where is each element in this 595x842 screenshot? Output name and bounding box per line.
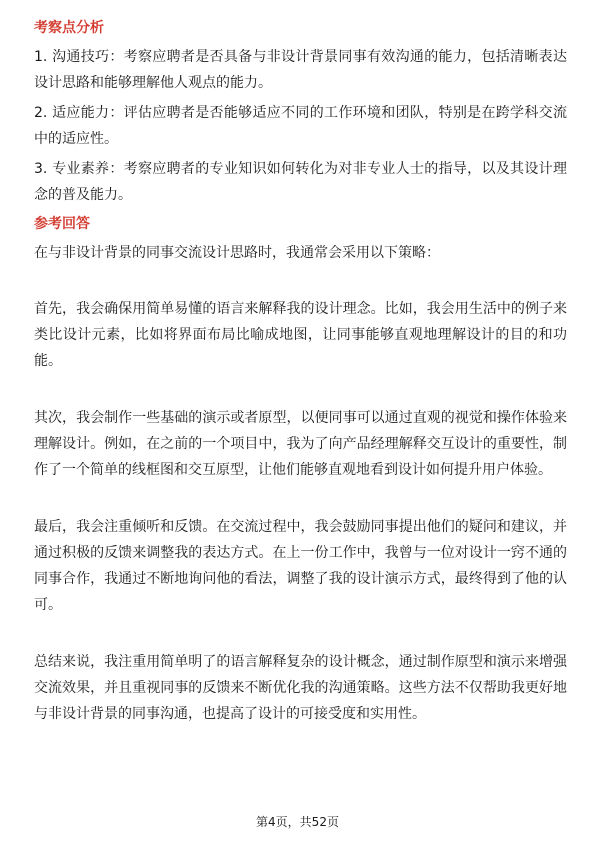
analysis-heading: 考察点分析: [34, 20, 104, 36]
answer-intro: 在与非设计背景的同事交流设计思路时，我通常会采用以下策略：: [34, 245, 440, 261]
answer-paragraph: 总结来说，我注重用简单明了的语言解释复杂的设计概念，通过制作原型和演示来增强交流效果，并且重视同事的反馈来不断优化我的沟通策略。这些方法不仅帮助我更好地与非设计背景的同事沟通，也提高了设计的可接受度和实用性。: [34, 654, 567, 722]
analysis-point: 1. 沟通技巧：考察应聘者是否具备与非设计背景同事有效沟通的能力，包括清晰表达设计思路和能够理解他人观点的能力。: [34, 49, 567, 91]
analysis-point: 2. 适应能力：评估应聘者是否能够适应不同的工作环境和团队，特别是在跨学科交流中的适应性。: [34, 105, 567, 147]
answer-paragraph: 最后，我会注重倾听和反馈。在交流过程中，我会鼓励同事提出他们的疑问和建议，并通过积极的反馈来调整我的表达方式。在上一份工作中，我曾与一位对设计一窍不通的同事合作，我通过不断地询问他的看法，调整了我的设计演示方式，最终得到了他的认可。: [34, 519, 567, 613]
page-number: 第4页，共52页: [256, 815, 339, 829]
answer-paragraph: 首先，我会确保用简单易懂的语言来解释我的设计理念。比如，我会用生活中的例子来类比设计元素，比如将界面布局比喻成地图，让同事能够直观地理解设计的目的和功能。: [34, 301, 567, 369]
analysis-point: 3. 专业素养：考察应聘者的专业知识如何转化为对非专业人士的指导，以及其设计理念的普及能力。: [34, 161, 567, 203]
answer-paragraph: 其次，我会制作一些基础的演示或者原型，以便同事可以通过直观的视觉和操作体验来理解设计。例如，在之前的一个项目中，我为了向产品经理解释交互设计的重要性，制作了一个简单的线框图和交互原型，让他们能够直观地看到设计如何提升用户体验。: [34, 410, 567, 478]
document-page: [34, 18, 567, 727]
answer-heading: 参考回答: [34, 216, 90, 232]
